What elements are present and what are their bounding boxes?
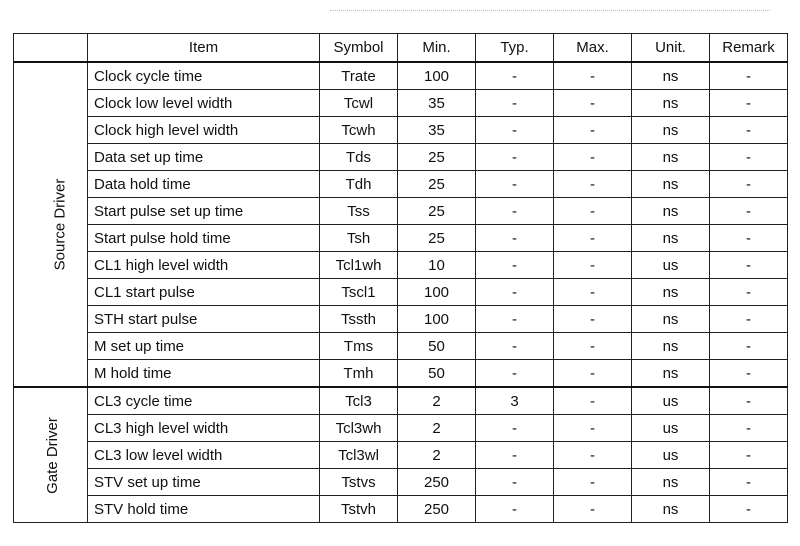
cell-symbol: Tssth (320, 306, 398, 333)
header-group (14, 34, 88, 63)
table-row (14, 442, 788, 469)
table-row (14, 171, 788, 198)
cell-max: - (554, 496, 632, 523)
cell-remark: - (710, 144, 788, 171)
cell-item: STV set up time (88, 469, 320, 496)
table-row (14, 333, 788, 360)
cell-remark: - (710, 360, 788, 388)
cell-symbol: Tcl3wh (320, 415, 398, 442)
cell-item: CL3 cycle time (88, 387, 320, 415)
cell-item: Clock high level width (88, 117, 320, 144)
cell-min: 50 (398, 333, 476, 360)
cell-min: 100 (398, 306, 476, 333)
cell-min: 10 (398, 252, 476, 279)
cell-unit: ns (632, 333, 710, 360)
cell-symbol: Tcwl (320, 90, 398, 117)
table-row (14, 279, 788, 306)
cell-remark: - (710, 333, 788, 360)
header-row (14, 34, 788, 63)
cell-item: M hold time (88, 360, 320, 388)
table-row (14, 62, 788, 90)
cell-typ: - (476, 469, 554, 496)
cell-unit: us (632, 415, 710, 442)
group-label: Source Driver (51, 178, 69, 271)
cell-item: M set up time (88, 333, 320, 360)
table-row (14, 469, 788, 496)
header-item: Item (88, 34, 320, 63)
group-label: Gate Driver (43, 416, 61, 494)
cell-unit: ns (632, 496, 710, 523)
cell-typ: - (476, 360, 554, 388)
cell-max: - (554, 144, 632, 171)
header-max: Max. (554, 34, 632, 63)
cell-typ: - (476, 198, 554, 225)
cell-remark: - (710, 252, 788, 279)
cell-max: - (554, 225, 632, 252)
cell-typ: - (476, 225, 554, 252)
cell-remark: - (710, 198, 788, 225)
cell-typ: - (476, 279, 554, 306)
group-label-cell (14, 387, 88, 523)
cell-unit: ns (632, 469, 710, 496)
cell-item: Start pulse set up time (88, 198, 320, 225)
cell-unit: ns (632, 62, 710, 90)
cell-remark: - (710, 279, 788, 306)
cell-unit: us (632, 387, 710, 415)
cell-remark: - (710, 496, 788, 523)
table-row (14, 360, 788, 388)
top-rule (330, 10, 770, 11)
cell-remark: - (710, 90, 788, 117)
cell-typ: - (476, 496, 554, 523)
header-typ: Typ. (476, 34, 554, 63)
cell-min: 2 (398, 415, 476, 442)
cell-remark: - (710, 171, 788, 198)
header-remark: Remark (710, 34, 788, 63)
cell-max: - (554, 415, 632, 442)
header-symbol: Symbol (320, 34, 398, 63)
table-row (14, 225, 788, 252)
cell-remark: - (710, 415, 788, 442)
cell-symbol: Tms (320, 333, 398, 360)
cell-remark: - (710, 117, 788, 144)
cell-max: - (554, 306, 632, 333)
cell-min: 250 (398, 469, 476, 496)
cell-min: 100 (398, 279, 476, 306)
cell-min: 25 (398, 171, 476, 198)
cell-item: CL3 high level width (88, 415, 320, 442)
table-row (14, 198, 788, 225)
cell-item: CL1 start pulse (88, 279, 320, 306)
cell-symbol: Tds (320, 144, 398, 171)
cell-typ: - (476, 442, 554, 469)
cell-symbol: Tstvs (320, 469, 398, 496)
header-min: Min. (398, 34, 476, 63)
cell-item: Start pulse hold time (88, 225, 320, 252)
timing-spec-table (13, 33, 788, 523)
table-row (14, 252, 788, 279)
table-row (14, 415, 788, 442)
cell-unit: us (632, 252, 710, 279)
table-row (14, 306, 788, 333)
table-row (14, 144, 788, 171)
cell-item: Data set up time (88, 144, 320, 171)
cell-min: 100 (398, 62, 476, 90)
cell-min: 25 (398, 225, 476, 252)
table-row (14, 496, 788, 523)
cell-item: Clock low level width (88, 90, 320, 117)
cell-unit: ns (632, 306, 710, 333)
cell-remark: - (710, 469, 788, 496)
cell-unit: ns (632, 279, 710, 306)
cell-typ: - (476, 306, 554, 333)
cell-unit: ns (632, 144, 710, 171)
cell-typ: - (476, 333, 554, 360)
cell-typ: - (476, 62, 554, 90)
cell-symbol: Tcwh (320, 117, 398, 144)
cell-remark: - (710, 62, 788, 90)
cell-max: - (554, 198, 632, 225)
header-unit: Unit. (632, 34, 710, 63)
cell-symbol: Tcl3wl (320, 442, 398, 469)
cell-typ: 3 (476, 387, 554, 415)
cell-min: 2 (398, 442, 476, 469)
table-row (14, 90, 788, 117)
group-label-cell (14, 62, 88, 387)
cell-symbol: Tdh (320, 171, 398, 198)
cell-typ: - (476, 252, 554, 279)
cell-min: 25 (398, 144, 476, 171)
cell-symbol: Tmh (320, 360, 398, 388)
cell-remark: - (710, 225, 788, 252)
cell-min: 35 (398, 90, 476, 117)
cell-symbol: Tscl1 (320, 279, 398, 306)
cell-item: STV hold time (88, 496, 320, 523)
cell-typ: - (476, 90, 554, 117)
cell-max: - (554, 442, 632, 469)
table-body (14, 62, 788, 523)
table-row (14, 117, 788, 144)
cell-min: 25 (398, 198, 476, 225)
cell-symbol: Trate (320, 62, 398, 90)
cell-unit: ns (632, 198, 710, 225)
cell-typ: - (476, 171, 554, 198)
cell-max: - (554, 279, 632, 306)
table-row (14, 387, 788, 415)
cell-min: 35 (398, 117, 476, 144)
cell-remark: - (710, 387, 788, 415)
cell-typ: - (476, 117, 554, 144)
cell-symbol: Tsh (320, 225, 398, 252)
cell-item: CL3 low level width (88, 442, 320, 469)
cell-max: - (554, 117, 632, 144)
cell-symbol: Tcl3 (320, 387, 398, 415)
cell-item: CL1 high level width (88, 252, 320, 279)
cell-max: - (554, 90, 632, 117)
cell-typ: - (476, 144, 554, 171)
cell-item: STH start pulse (88, 306, 320, 333)
cell-symbol: Tstvh (320, 496, 398, 523)
cell-unit: ns (632, 117, 710, 144)
cell-unit: ns (632, 360, 710, 388)
cell-remark: - (710, 306, 788, 333)
cell-unit: ns (632, 225, 710, 252)
cell-max: - (554, 469, 632, 496)
cell-typ: - (476, 415, 554, 442)
cell-max: - (554, 252, 632, 279)
cell-unit: ns (632, 90, 710, 117)
cell-item: Clock cycle time (88, 62, 320, 90)
cell-min: 2 (398, 387, 476, 415)
cell-item: Data hold time (88, 171, 320, 198)
cell-max: - (554, 333, 632, 360)
cell-max: - (554, 62, 632, 90)
cell-max: - (554, 387, 632, 415)
cell-symbol: Tss (320, 198, 398, 225)
cell-min: 50 (398, 360, 476, 388)
cell-max: - (554, 360, 632, 388)
cell-max: - (554, 171, 632, 198)
cell-symbol: Tcl1wh (320, 252, 398, 279)
cell-min: 250 (398, 496, 476, 523)
cell-unit: us (632, 442, 710, 469)
cell-unit: ns (632, 171, 710, 198)
cell-remark: - (710, 442, 788, 469)
